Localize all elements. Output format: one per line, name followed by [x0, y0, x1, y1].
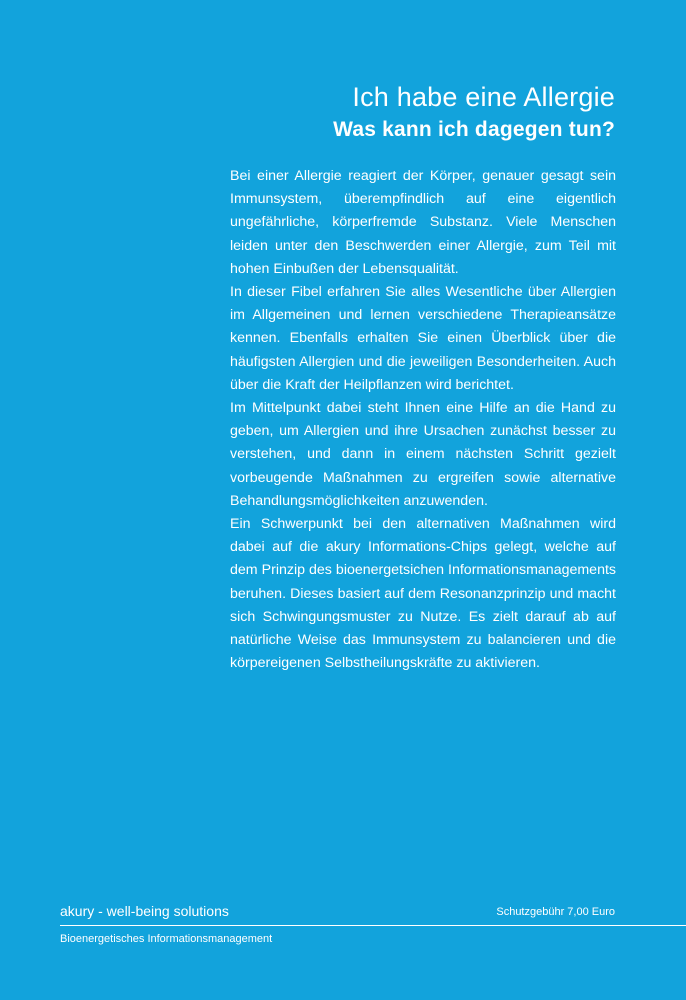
paragraph: Im Mittelpunkt dabei steht Ihnen eine Hilfe an die Hand zu geben, um Allergien und ihre Ursachen zunächst besser zu verstehen, und dann in einem nächsten Schritt gezielt vorbeugende Maßnahmen zu ergreifen sowie alternative Behandlungsmöglichkeiten anzuwenden. [230, 400, 616, 509]
footer-brand: akury - well-being solutions [60, 903, 229, 919]
paragraph: In dieser Fibel erfahren Sie alles Wesentliche über Allergien im Allgemeinen und lernen verschiedene Therapieansätze kennen. Ebenfalls erhalten Sie einen Überblick über die häufigsten Allergien und die jeweiligen Besonderheiten. Auch über die Kraft der Heilpflanzen wird berichtet. [230, 284, 616, 393]
footer-divider [60, 925, 686, 926]
footer-price: Schutzgebühr 7,00 Euro [496, 906, 615, 918]
paragraph: Ein Schwerpunkt bei den alternativen Maßnahmen wird dabei auf die akury Informations-Chips gelegt, welche auf dem Prinzip des bioenergetsichen Informationsmanagements beruhen. Dieses basiert auf dem Resonanzprinzip und macht sich Schwingungsmuster zu Nutze. Es zielt darauf ab auf natürliche Weise das Immunsystem zu balancieren und die körpereigenen Selbstheilungskräfte zu aktivieren. [230, 516, 616, 672]
page-title: Ich habe eine Allergie [352, 82, 615, 112]
paragraph: Bei einer Allergie reagiert der Körper, genauer gesagt sein Immunsystem, überempfindlich auf eine eigentlich ungefährliche, körperfremde Substanz. Viele Menschen leiden unter den Beschwerden einer Allergie, zum Teil mit hohen Einbußen der Lebensqualität. [230, 168, 616, 277]
page-subtitle: Was kann ich dagegen tun? [333, 118, 615, 141]
title-block [230, 80, 615, 144]
footer-tagline: Bioenergetisches Informationsmanagement [60, 933, 273, 945]
body-text [230, 165, 616, 675]
